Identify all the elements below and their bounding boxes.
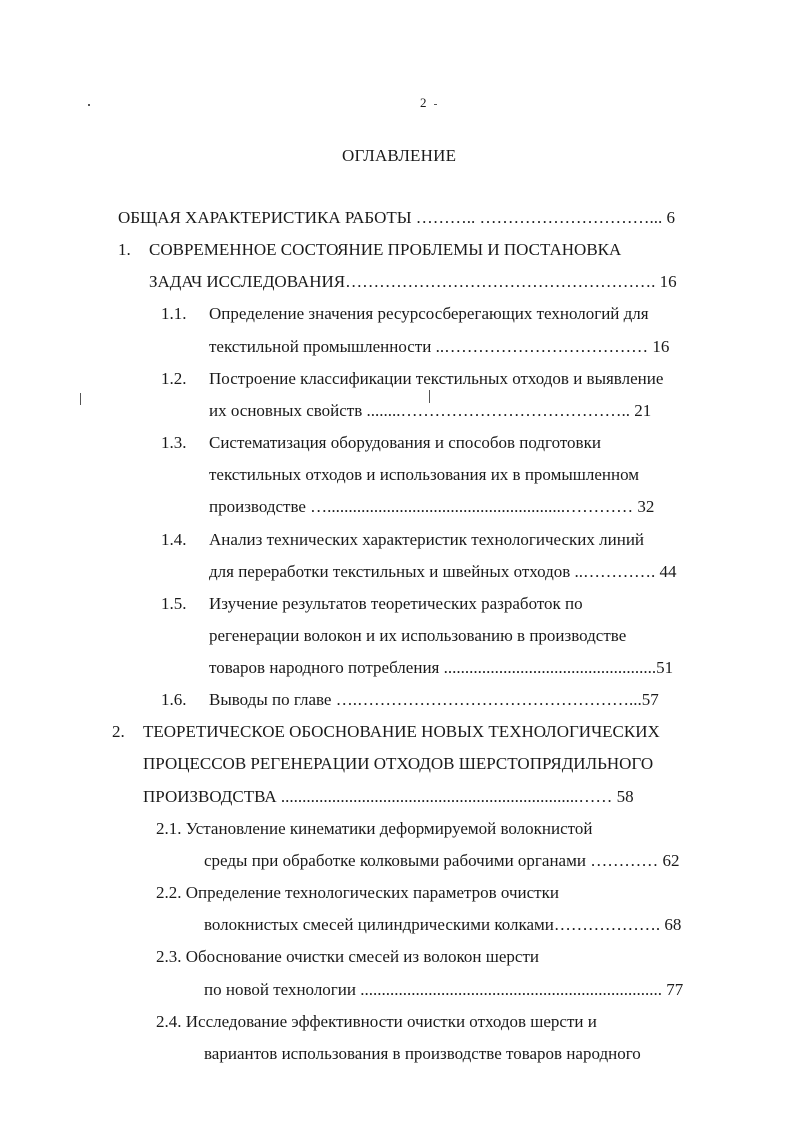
toc-entry: текстильных отходов и использования их в промышленном bbox=[209, 465, 640, 484]
toc-entry: Определение значения ресурсосберегающих технологий для bbox=[209, 304, 649, 323]
toc-entry: Выводы по главе ….…………………………………………...57 bbox=[209, 690, 659, 709]
toc-entry-number: 1.3. bbox=[161, 433, 187, 452]
scan-mark bbox=[434, 104, 437, 105]
toc-entry: 2.2. Определение технологических параметров очистки bbox=[156, 883, 559, 902]
toc-entry: ЗАДАЧ ИССЛЕДОВАНИЯ………………………………………………. 16 bbox=[149, 272, 677, 291]
scan-mark bbox=[80, 393, 81, 405]
toc-entry: 2.4. Исследование эффективности очистки отходов шерсти и bbox=[156, 1012, 597, 1031]
toc-entry: ПРОЦЕССОВ РЕГЕНЕРАЦИИ ОТХОДОВ ШЕРСТОПРЯДИЛЬНОГО bbox=[143, 754, 654, 773]
toc-entry: ОБЩАЯ ХАРАКТЕРИСТИКА РАБОТЫ ……….. …………………………... 6 bbox=[118, 208, 676, 227]
page-title: ОГЛАВЛЕНИЕ bbox=[342, 146, 457, 165]
toc-entry: среды при обработке колковыми рабочими органами ………… 62 bbox=[204, 851, 680, 870]
scan-mark bbox=[88, 104, 90, 106]
toc-entry: Анализ технических характеристик технологических линий bbox=[209, 530, 645, 549]
toc-entry: Систематизация оборудования и способов подготовки bbox=[209, 433, 601, 452]
toc-entry: по новой технологии ....................................................................... 77 bbox=[204, 980, 684, 999]
page-number: 2 bbox=[420, 95, 427, 110]
toc-entry: Построение классификации текстильных отходов и выявление bbox=[209, 369, 664, 388]
toc-entry-number: 1.5. bbox=[161, 594, 187, 613]
toc-entry-number: 1. bbox=[118, 240, 131, 259]
toc-entry: ТЕОРЕТИЧЕСКОЕ ОБОСНОВАНИЕ НОВЫХ ТЕХНОЛОГИЧЕСКИХ bbox=[143, 722, 660, 741]
toc-entry: 2.3. Обоснование очистки смесей из волокон шерсти bbox=[156, 947, 539, 966]
toc-entry: вариантов использования в производстве товаров народного bbox=[204, 1044, 641, 1063]
toc-entry: производстве …........................................................………… 32 bbox=[209, 497, 655, 516]
toc-entry: для переработки текстильных и швейных отходов ..…………. 44 bbox=[209, 562, 677, 581]
toc-entry: товаров народного потребления ..................................................51 bbox=[209, 658, 674, 677]
toc-entry: 2.1. Установление кинематики деформируемой волокнистой bbox=[156, 819, 593, 838]
toc-entry-number: 1.6. bbox=[161, 690, 187, 709]
toc-entry: текстильной промышленности ..……………………………… 16 bbox=[209, 337, 670, 356]
toc-entry: их основных свойств ........………………………………….. 21 bbox=[209, 401, 652, 420]
toc-entry: регенерации волокон и их использованию в производстве bbox=[209, 626, 627, 645]
toc-entry-number: 1.1. bbox=[161, 304, 187, 323]
toc-entry: Изучение результатов теоретических разработок по bbox=[209, 594, 583, 613]
toc-entry: волокнистых смесей цилиндрическими колками………………. 68 bbox=[204, 915, 682, 934]
toc-entry: ПРОИЗВОДСТВА ......................................................................…… 58 bbox=[143, 787, 634, 806]
toc-entry-number: 1.2. bbox=[161, 369, 187, 388]
toc-entry: СОВРЕМЕННОЕ СОСТОЯНИЕ ПРОБЛЕМЫ И ПОСТАНОВКА bbox=[149, 240, 622, 259]
toc-entry-number: 2. bbox=[112, 722, 125, 741]
toc-entry-number: 1.4. bbox=[161, 530, 187, 549]
